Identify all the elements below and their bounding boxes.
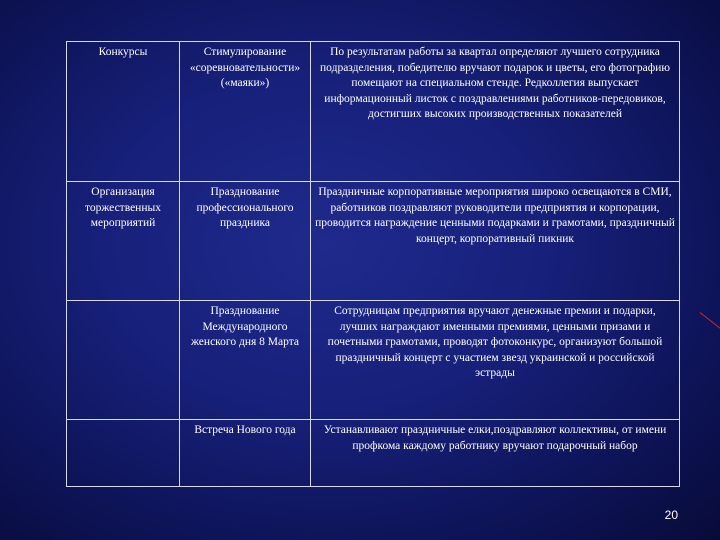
page-number: 20 <box>664 508 678 522</box>
activity-cell: Встреча Нового года <box>180 420 311 487</box>
table-row <box>67 182 680 301</box>
activity-cell: Стимулирование «соревновательности» («маяки») <box>180 42 311 182</box>
category-cell: Конкурсы <box>67 42 180 182</box>
description-cell: Сотрудницам предприятия вручают денежные премии и подарки, лучших награждают именными премиями, ценными призами и почетными грамотами, проводят фотоконкурс, организуют большой праздничный концерт с участием звезд украинской и российской эстрады <box>311 301 680 420</box>
description-cell: По результатам работы за квартал определяют лучшего сотрудника подразделения, победителю вручают подарок и цветы, его фотографию помещают на специальном стенде. Редколлегия выпускает информационный листок с поздравлениями работников-передовиков, достигших высоких производственных показателей <box>311 42 680 182</box>
table-row <box>67 42 680 182</box>
activity-cell: Празднование Международного женского дня 8 Марта <box>180 301 311 420</box>
decorative-line <box>700 312 720 331</box>
category-cell: Организация торжественных мероприятий <box>67 182 180 301</box>
activity-cell: Празднование профессионального праздника <box>180 182 311 301</box>
category-cell <box>67 301 180 420</box>
table-row <box>67 301 680 420</box>
category-cell <box>67 420 180 487</box>
description-cell: Устанавливают праздничные елки,поздравляют коллективы, от имени профкома каждому работнику вручают подарочный набор <box>311 420 680 487</box>
content-table <box>66 41 680 487</box>
description-cell: Праздничные корпоративные мероприятия широко освещаются в СМИ, работников поздравляют руководители предприятия и корпорации, проводится награждение ценными подарками и грамотами, праздничный концерт, корпоративный пикник <box>311 182 680 301</box>
table-row <box>67 420 680 487</box>
